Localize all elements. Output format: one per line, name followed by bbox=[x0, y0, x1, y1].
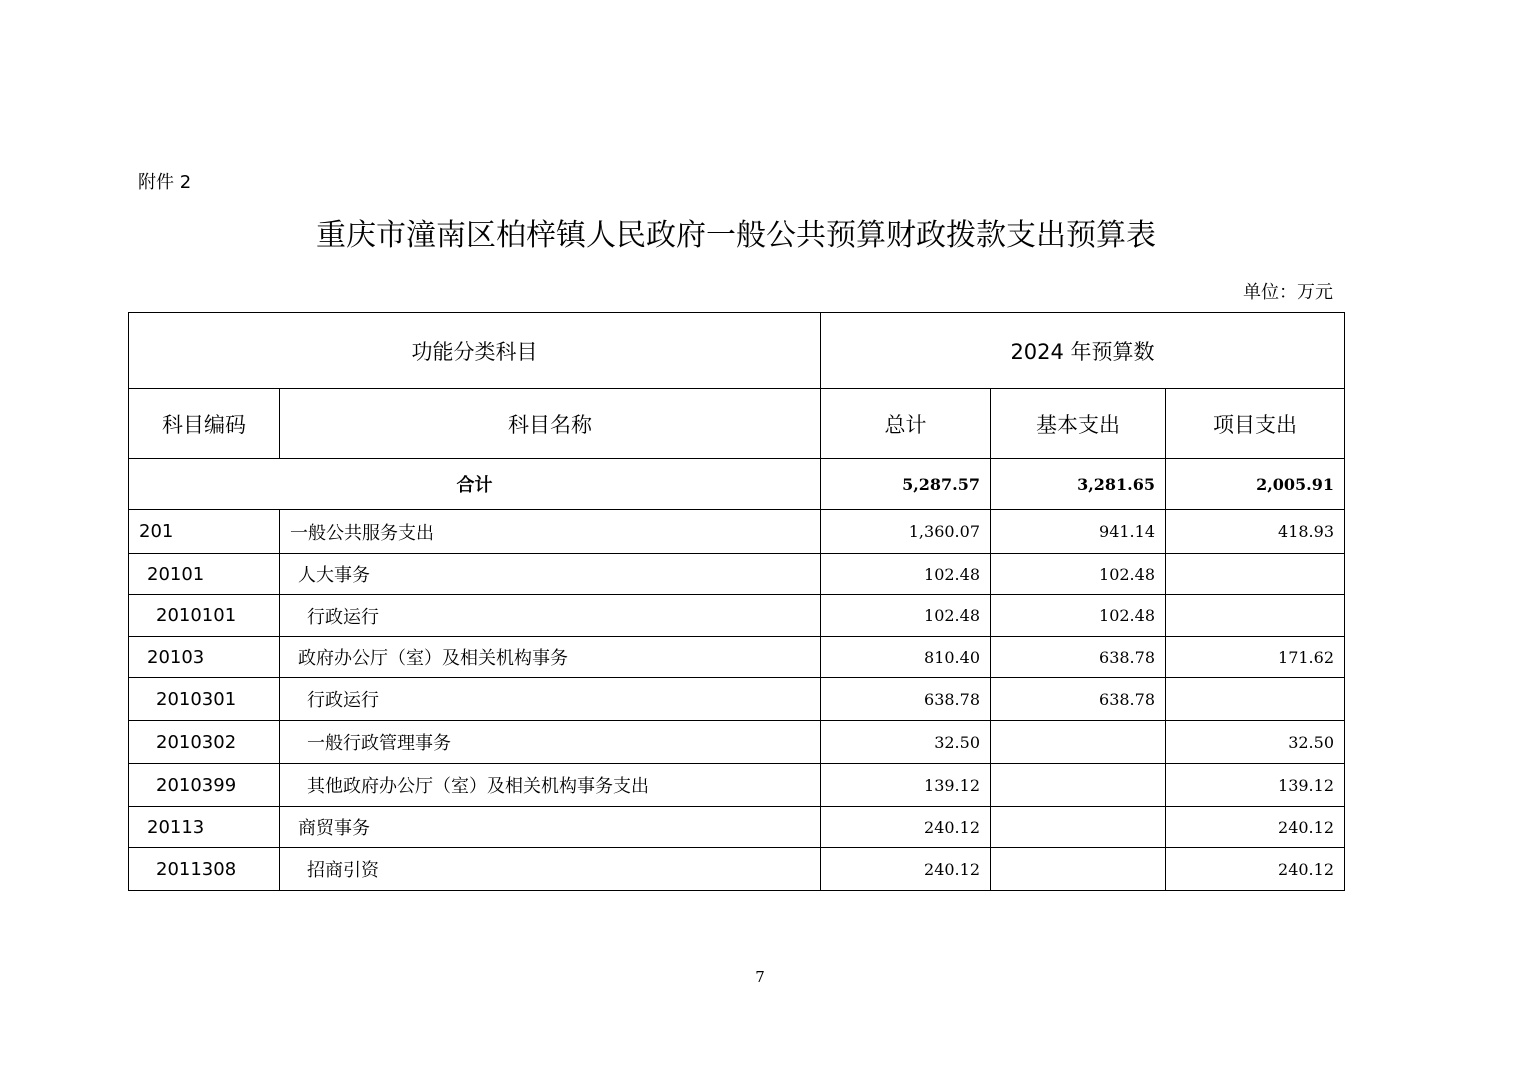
row-name: 政府办公厅（室）及相关机构事务 bbox=[280, 637, 821, 678]
code-header: 科目编码 bbox=[129, 389, 280, 459]
name-header: 科目名称 bbox=[280, 389, 821, 459]
row-basic bbox=[991, 721, 1166, 764]
budget-table bbox=[128, 312, 1345, 891]
document-title: 重庆市潼南区柏梓镇人民政府一般公共预算财政拨款支出预算表 bbox=[316, 218, 1156, 253]
classification-header: 功能分类科目 bbox=[129, 313, 821, 389]
row-project bbox=[1166, 678, 1345, 721]
table-row bbox=[129, 637, 1345, 678]
row-total: 638.78 bbox=[821, 678, 991, 721]
row-code: 20101 bbox=[129, 554, 280, 595]
row-basic: 102.48 bbox=[991, 595, 1166, 637]
row-code: 2011308 bbox=[129, 848, 280, 891]
row-code: 20113 bbox=[129, 807, 280, 848]
row-total: 1,360.07 bbox=[821, 510, 991, 554]
row-code: 2010399 bbox=[129, 764, 280, 807]
total-header: 总计 bbox=[821, 389, 991, 459]
row-basic: 638.78 bbox=[991, 637, 1166, 678]
table-row bbox=[129, 595, 1345, 637]
basic-header: 基本支出 bbox=[991, 389, 1166, 459]
table-row bbox=[129, 554, 1345, 595]
column-header-row bbox=[129, 389, 1345, 459]
row-total: 139.12 bbox=[821, 764, 991, 807]
table-row bbox=[129, 721, 1345, 764]
row-project: 418.93 bbox=[1166, 510, 1345, 554]
row-basic: 941.14 bbox=[991, 510, 1166, 554]
total-basic: 3,281.65 bbox=[991, 459, 1166, 510]
row-total: 240.12 bbox=[821, 807, 991, 848]
row-name: 一般公共服务支出 bbox=[280, 510, 821, 554]
row-basic bbox=[991, 764, 1166, 807]
total-sum: 5,287.57 bbox=[821, 459, 991, 510]
group-header-row bbox=[129, 313, 1345, 389]
total-label: 合计 bbox=[129, 459, 821, 510]
budget-year-header: 2024 年预算数 bbox=[821, 313, 1345, 389]
page-number: 7 bbox=[755, 968, 765, 986]
attachment-label: 附件 2 bbox=[138, 172, 192, 193]
row-project: 32.50 bbox=[1166, 721, 1345, 764]
table-row bbox=[129, 764, 1345, 807]
row-code: 2010301 bbox=[129, 678, 280, 721]
row-name: 其他政府办公厅（室）及相关机构事务支出 bbox=[280, 764, 821, 807]
table-row bbox=[129, 510, 1345, 554]
total-row bbox=[129, 459, 1345, 510]
row-name: 人大事务 bbox=[280, 554, 821, 595]
row-total: 32.50 bbox=[821, 721, 991, 764]
row-name: 行政运行 bbox=[280, 678, 821, 721]
row-name: 一般行政管理事务 bbox=[280, 721, 821, 764]
row-project bbox=[1166, 595, 1345, 637]
row-project: 240.12 bbox=[1166, 807, 1345, 848]
row-total: 102.48 bbox=[821, 554, 991, 595]
unit-label: 单位：万元 bbox=[1243, 282, 1333, 303]
table-row bbox=[129, 678, 1345, 721]
row-name: 招商引资 bbox=[280, 848, 821, 891]
table-row bbox=[129, 807, 1345, 848]
row-total: 810.40 bbox=[821, 637, 991, 678]
row-code: 2010302 bbox=[129, 721, 280, 764]
row-name: 商贸事务 bbox=[280, 807, 821, 848]
row-basic bbox=[991, 807, 1166, 848]
row-project: 171.62 bbox=[1166, 637, 1345, 678]
row-basic: 638.78 bbox=[991, 678, 1166, 721]
table-row bbox=[129, 848, 1345, 891]
row-code: 20103 bbox=[129, 637, 280, 678]
row-code: 201 bbox=[129, 510, 280, 554]
project-header: 项目支出 bbox=[1166, 389, 1345, 459]
row-total: 240.12 bbox=[821, 848, 991, 891]
row-project: 139.12 bbox=[1166, 764, 1345, 807]
row-basic bbox=[991, 848, 1166, 891]
total-project: 2,005.91 bbox=[1166, 459, 1345, 510]
row-project: 240.12 bbox=[1166, 848, 1345, 891]
row-project bbox=[1166, 554, 1345, 595]
row-code: 2010101 bbox=[129, 595, 280, 637]
row-total: 102.48 bbox=[821, 595, 991, 637]
row-basic: 102.48 bbox=[991, 554, 1166, 595]
row-name: 行政运行 bbox=[280, 595, 821, 637]
